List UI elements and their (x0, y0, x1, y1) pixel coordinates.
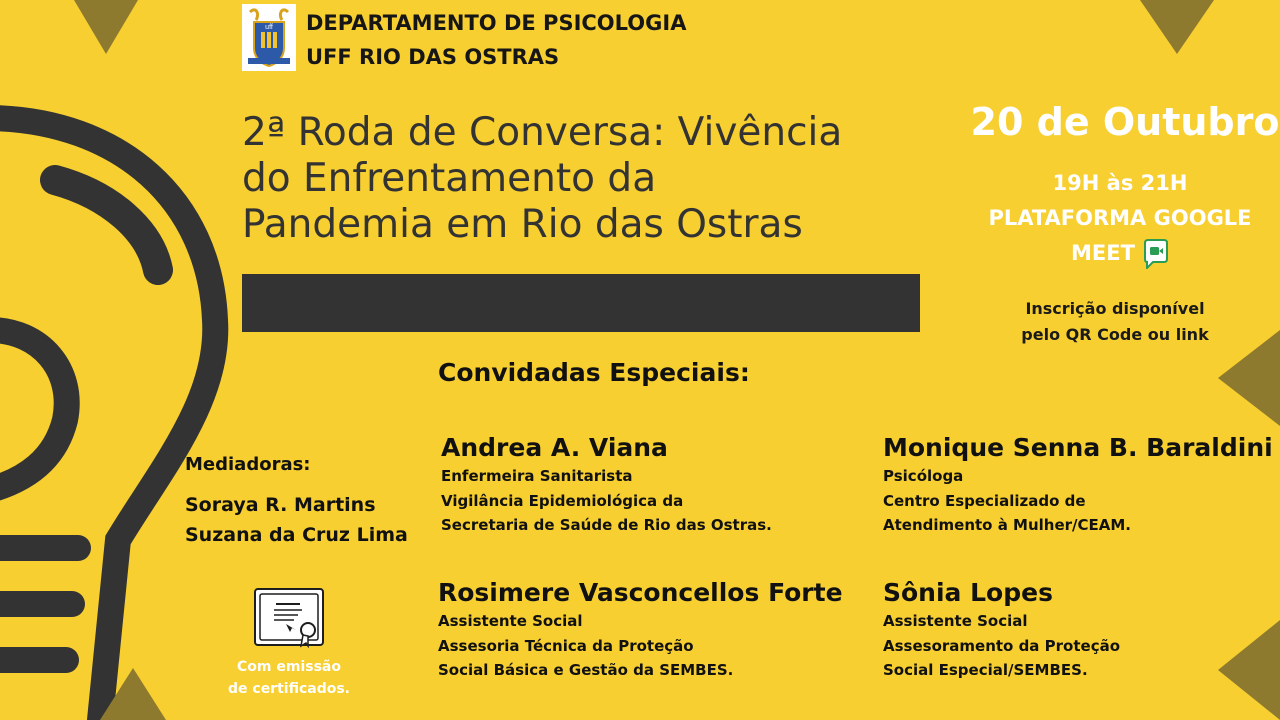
uff-logo (242, 4, 296, 71)
triangle-decoration (74, 0, 138, 54)
guest-role: Enfermeira Sanitarista (441, 467, 633, 485)
registration-line: pelo QR Code ou link (1021, 325, 1209, 344)
guests-heading: Convidadas Especiais: (438, 358, 750, 387)
certificate-icon (254, 588, 326, 648)
guest-name: Monique Senna B. Baraldini (883, 433, 1273, 462)
certificate-line: de certificados. (228, 681, 350, 697)
triangle-decoration (100, 668, 166, 720)
guest-name: Andrea A. Viana (441, 433, 668, 462)
guest-role: Secretaria de Saúde de Rio das Ostras. (441, 516, 772, 534)
certificate-line: Com emissão (237, 659, 341, 675)
guest-card (883, 577, 1120, 683)
platform-line: PLATAFORMA GOOGLE (988, 206, 1252, 230)
guest-role: Social Especial/SEMBES. (883, 661, 1088, 679)
department-name: DEPARTAMENTO DE PSICOLOGIA (306, 11, 687, 35)
campus-name: UFF RIO DAS OSTRAS (306, 45, 560, 69)
certificate-note (224, 656, 354, 700)
guest-role: Atendimento à Mulher/CEAM. (883, 516, 1131, 534)
guest-card (438, 577, 843, 683)
event-title (242, 110, 922, 248)
registration-line: Inscrição disponível (1025, 299, 1205, 318)
platform-meet (1071, 236, 1169, 271)
title-line: 2ª Roda de Conversa: Vivência (242, 110, 843, 155)
guest-name: Sônia Lopes (883, 578, 1053, 607)
mediators-label: Mediadoras: (185, 454, 311, 475)
logo-text: uff (265, 24, 273, 31)
mediator-name: Soraya R. Martins (185, 494, 376, 516)
mediators-list (185, 490, 408, 550)
guest-name: Rosimere Vasconcellos Forte (438, 578, 843, 607)
event-time-platform (975, 166, 1265, 271)
guest-role: Centro Especializado de (883, 491, 1086, 510)
title-bar (242, 274, 920, 332)
google-meet-icon (1143, 239, 1169, 269)
platform-line: MEET (1071, 241, 1135, 265)
guest-role: Psicóloga (883, 467, 964, 485)
triangle-decoration (1140, 0, 1214, 54)
guest-role: Social Básica e Gestão da SEMBES. (438, 661, 734, 679)
guest-role: Assistente Social (883, 612, 1028, 630)
title-line: Pandemia em Rio das Ostras (242, 202, 803, 247)
department-header (306, 6, 686, 74)
title-line: do Enfrentamento da (242, 156, 657, 201)
event-date: 20 de Outubro (970, 100, 1280, 144)
guest-role: Assistente Social (438, 612, 583, 630)
guest-card (883, 432, 1273, 538)
guest-role: Assesoramento da Proteção (883, 636, 1121, 655)
guest-role: Vigilância Epidemiológica da (441, 491, 684, 510)
triangle-decoration (1218, 620, 1280, 720)
registration-info (1000, 296, 1230, 348)
mediator-name: Suzana da Cruz Lima (185, 524, 408, 546)
guest-card (441, 432, 772, 538)
event-time: 19H às 21H (1052, 171, 1188, 195)
guest-role: Assesoria Técnica da Proteção (438, 636, 694, 655)
